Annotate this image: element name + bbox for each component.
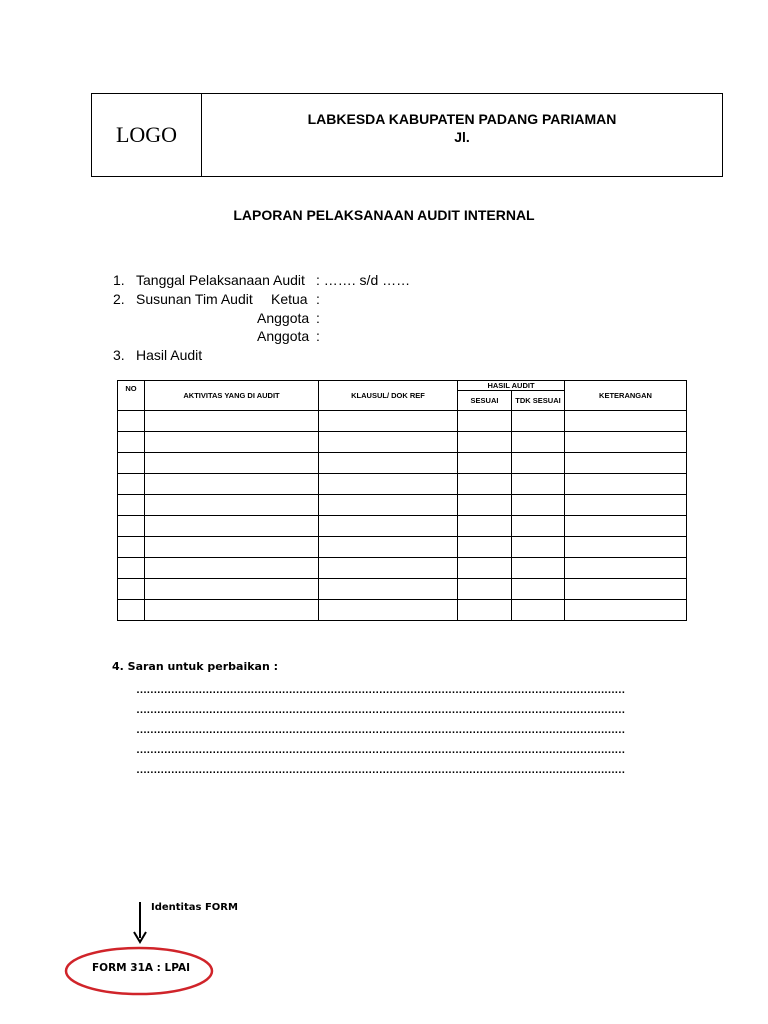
table-row xyxy=(118,537,687,558)
table-row xyxy=(118,495,687,516)
col-header-no: NO xyxy=(118,381,145,411)
table-cell[interactable] xyxy=(319,432,458,453)
table-cell[interactable] xyxy=(145,411,319,432)
table-cell[interactable] xyxy=(319,453,458,474)
table-cell[interactable] xyxy=(512,537,565,558)
table-cell[interactable] xyxy=(565,537,687,558)
table-row xyxy=(118,558,687,579)
table-cell[interactable] xyxy=(458,453,512,474)
table-cell[interactable] xyxy=(458,579,512,600)
table-cell[interactable] xyxy=(118,516,145,537)
anggota-value: : xyxy=(316,310,320,326)
table-cell[interactable] xyxy=(458,558,512,579)
table-cell[interactable] xyxy=(458,537,512,558)
table-cell[interactable] xyxy=(512,453,565,474)
saran-line: …………………………………………………………………………………………………………………………… xyxy=(136,724,625,736)
table-cell[interactable] xyxy=(118,579,145,600)
table-cell[interactable] xyxy=(118,432,145,453)
table-row xyxy=(118,474,687,495)
table-cell[interactable] xyxy=(319,516,458,537)
table-cell[interactable] xyxy=(118,453,145,474)
table-cell[interactable] xyxy=(118,411,145,432)
saran-line: …………………………………………………………………………………………………………………………… xyxy=(136,684,625,696)
table-cell[interactable] xyxy=(512,600,565,621)
table-cell[interactable] xyxy=(145,432,319,453)
table-cell[interactable] xyxy=(512,432,565,453)
table-row xyxy=(118,432,687,453)
table-row xyxy=(118,516,687,537)
anggota-label: Anggota xyxy=(257,310,310,326)
col-header-notes: KETERANGAN xyxy=(565,381,687,411)
table-cell[interactable] xyxy=(118,474,145,495)
table-cell[interactable] xyxy=(565,516,687,537)
table-cell[interactable] xyxy=(565,558,687,579)
table-cell[interactable] xyxy=(145,579,319,600)
table-cell[interactable] xyxy=(512,495,565,516)
audit-results-table xyxy=(117,380,687,621)
col-header-activity: AKTIVITAS YANG DI AUDIT xyxy=(145,381,319,411)
table-cell[interactable] xyxy=(458,495,512,516)
table-cell[interactable] xyxy=(512,516,565,537)
tanggal-value: : ……. s/d …… xyxy=(316,272,411,288)
col-header-tdk-sesuai: TDK SESUAI xyxy=(512,391,565,411)
document-header xyxy=(91,93,723,177)
table-cell[interactable] xyxy=(319,537,458,558)
anggota-value: : xyxy=(316,328,320,344)
table-cell[interactable] xyxy=(458,474,512,495)
table-cell[interactable] xyxy=(145,474,319,495)
organization-name: LABKESDA KABUPATEN PADANG PARIAMAN xyxy=(307,111,617,127)
table-cell[interactable] xyxy=(565,432,687,453)
table-cell[interactable] xyxy=(512,411,565,432)
item-2-number: 2. xyxy=(113,291,125,307)
table-row xyxy=(118,453,687,474)
table-cell[interactable] xyxy=(319,600,458,621)
table-cell[interactable] xyxy=(458,516,512,537)
col-header-sesuai: SESUAI xyxy=(458,391,512,411)
table-row xyxy=(118,411,687,432)
table-cell[interactable] xyxy=(145,558,319,579)
table-row xyxy=(118,579,687,600)
table-cell[interactable] xyxy=(319,558,458,579)
item-1-number: 1. xyxy=(113,272,125,288)
table-cell[interactable] xyxy=(118,558,145,579)
hasil-audit-label: Hasil Audit xyxy=(136,347,203,363)
table-cell[interactable] xyxy=(458,600,512,621)
table-cell[interactable] xyxy=(512,579,565,600)
table-cell[interactable] xyxy=(458,432,512,453)
table-cell[interactable] xyxy=(565,495,687,516)
table-cell[interactable] xyxy=(118,600,145,621)
table-cell[interactable] xyxy=(145,495,319,516)
table-row xyxy=(118,600,687,621)
table-cell[interactable] xyxy=(319,474,458,495)
logo-cell xyxy=(92,94,202,176)
ketua-value: : xyxy=(316,291,320,307)
tanggal-label: Tanggal Pelaksanaan Audit xyxy=(136,272,305,288)
col-header-result: HASIL AUDIT xyxy=(458,381,565,391)
tim-audit-label: Susunan Tim Audit xyxy=(136,291,253,307)
table-cell[interactable] xyxy=(565,579,687,600)
col-header-clause: KLAUSUL/ DOK REF xyxy=(319,381,458,411)
anggota-label: Anggota xyxy=(257,328,310,344)
table-cell[interactable] xyxy=(458,411,512,432)
saran-line: …………………………………………………………………………………………………………………………… xyxy=(136,704,625,716)
table-cell[interactable] xyxy=(319,579,458,600)
down-arrow-icon xyxy=(130,900,150,948)
table-cell[interactable] xyxy=(118,537,145,558)
table-cell[interactable] xyxy=(145,453,319,474)
table-cell[interactable] xyxy=(145,600,319,621)
table-cell[interactable] xyxy=(319,411,458,432)
table-cell[interactable] xyxy=(565,474,687,495)
ketua-label: Ketua xyxy=(271,291,308,307)
table-cell[interactable] xyxy=(145,537,319,558)
table-cell[interactable] xyxy=(145,516,319,537)
table-cell[interactable] xyxy=(565,411,687,432)
organization-address: Jl. xyxy=(454,129,470,145)
organization-cell xyxy=(202,94,722,176)
saran-line: …………………………………………………………………………………………………………………………… xyxy=(136,744,625,756)
table-cell[interactable] xyxy=(118,495,145,516)
saran-title: 4. Saran untuk perbaikan : xyxy=(112,660,279,673)
form-identity-label: Identitas FORM xyxy=(151,902,238,913)
table-cell[interactable] xyxy=(565,600,687,621)
logo-placeholder: LOGO xyxy=(115,122,178,147)
saran-line: …………………………………………………………………………………………………………………………… xyxy=(136,764,625,776)
table-cell[interactable] xyxy=(319,495,458,516)
table-cell[interactable] xyxy=(565,453,687,474)
report-title: LAPORAN PELAKSANAAN AUDIT INTERNAL xyxy=(233,207,535,223)
item-3-number: 3. xyxy=(113,347,125,363)
table-cell[interactable] xyxy=(512,558,565,579)
table-cell[interactable] xyxy=(512,474,565,495)
form-code: FORM 31A : LPAI xyxy=(92,962,190,974)
